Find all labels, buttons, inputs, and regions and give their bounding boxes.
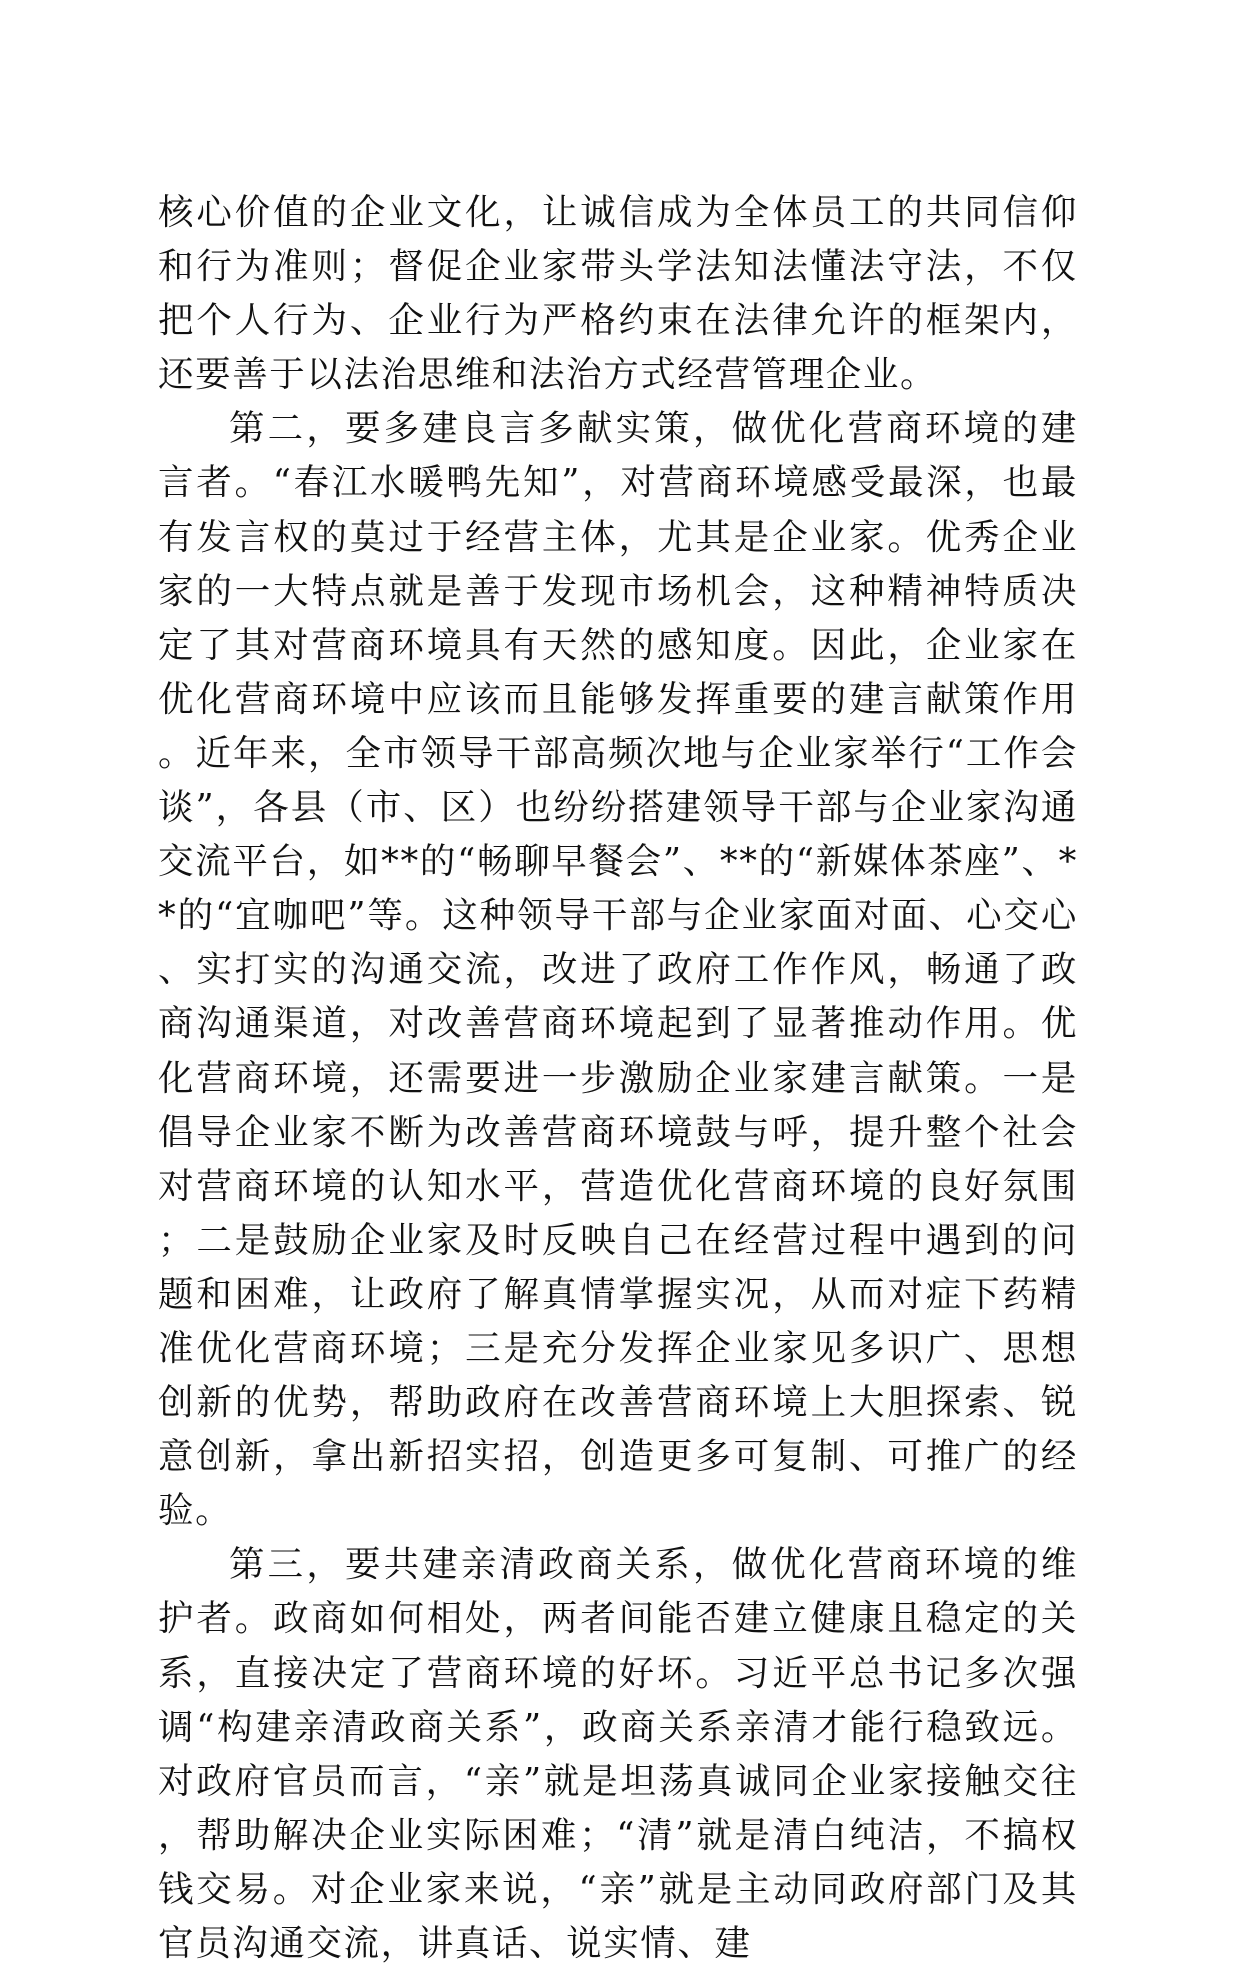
paragraph-3: 第三，要共建亲清政商关系，做优化营商环境的维护者。政商如何相处，两者间能否建立健康且稳定的关系，直接决定了营商环境的好坏。习近平总书记多次强调“构建亲清政商关系”，政商关系亲清才能行稳致远。对政府官员而言，“亲”就是坦荡真诚同企业家接触交往，帮助解决企业实际困难；“清”就是清白纯洁，不搞权钱交易。对企业家来说，“亲”就是主动同政府部门及其官员沟通交流，讲真话、说实情、建 [158, 1544, 1078, 1964]
paragraph-1: 核心价值的企业文化，让诚信成为全体员工的共同信仰和行为准则；督促企业家带头学法知法懂法守法，不仅把个人行为、企业行为严格约束在法律允许的框架内，还要善于以法治思维和法治方式经营管理企业。 [158, 192, 1078, 396]
paragraph-2: 第二，要多建良言多献实策，做优化营商环境的建言者。“春江水暖鸭先知”，对营商环境感受最深，也最有发言权的莫过于经营主体，尤其是企业家。优秀企业家的一大特点就是善于发现市场机会，这种精神特质决定了其对营商环境具有天然的感知度。因此，企业家在优化营商环境中应该而且能够发挥重要的建言献策作用。近年来，全市领导干部高频次地与企业家举行“工作会谈”，各县（市、区）也纷纷搭建领导干部与企业家沟通交流平台，如**的“畅聊早餐会”、**的“新媒体茶座”、**的“宜咖吧”等。这种领导干部与企业家面对面、心交心、实打实的沟通交流，改进了政府工作作风，畅通了政商沟通渠道，对改善营商环境起到了显著推动作用。优化营商环境，还需要进一步激励企业家建言献策。一是倡导企业家不断为改善营商环境鼓与呼，提升整个社会对营商环境的认知水平，营造优化营商环境的良好氛围；二是鼓励企业家及时反映自己在经营过程中遇到的问题和困难，让政府了解真情掌握实况，从而对症下药精准优化营商环境；三是充分发挥企业家见多识广、思想创新的优势，帮助政府在改善营商环境上大胆探索、锐意创新，拿出新招实招，创造更多可复制、可推广的经验。 [158, 408, 1078, 1532]
document-body [158, 186, 1078, 1971]
